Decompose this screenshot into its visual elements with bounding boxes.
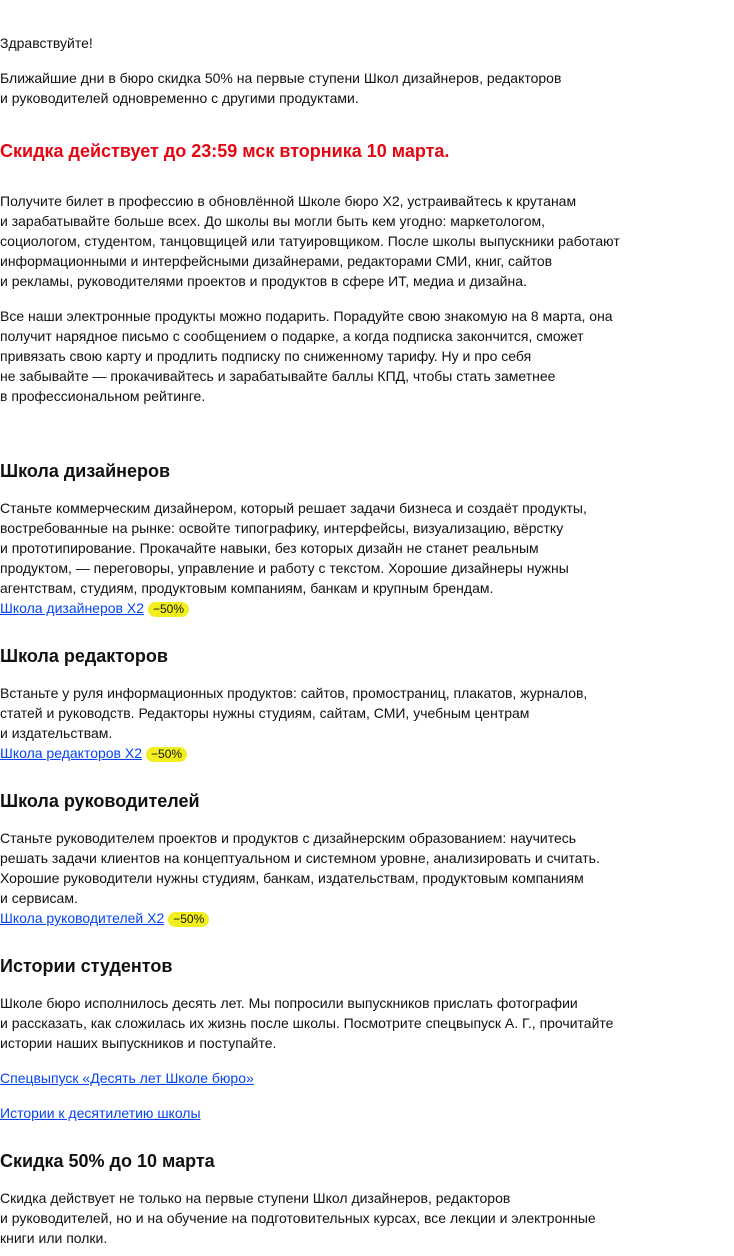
stories-line: и рассказать, как сложилась их жизнь после школы. Посмотрите спецвыпуск А. Г., прочитайте xyxy=(0,1015,614,1031)
greeting xyxy=(0,33,93,53)
managers-line: Станьте руководителем проектов и продуктов с дизайнерским образованием: научитесь xyxy=(0,830,577,846)
editors-paragraph xyxy=(0,683,587,743)
intro-line: Ближайшие дни в бюро скидка 50% на первые ступени Школ дизайнеров, редакторов xyxy=(0,70,562,86)
ticket-paragraph xyxy=(0,191,620,291)
stories-heading: Истории студентов xyxy=(0,956,173,976)
designers-line: востребованные на рынке: освойте типографику, интерфейсы, визуализацию, вёрстку xyxy=(0,520,564,536)
ticket-line: и зарабатывайте больше всех. До школы вы могли быть кем угодно: маркетологом, xyxy=(0,213,546,229)
gift-line: в профессиональном рейтинге. xyxy=(0,388,206,404)
discount-paragraph xyxy=(0,1188,596,1248)
editors-line: Встаньте у руля информационных продуктов: сайтов, промостраниц, плакатов, журналов, xyxy=(0,685,588,701)
discount-badge: −50% xyxy=(148,602,189,617)
stories-line: истории наших выпускников и поступайте. xyxy=(0,1035,277,1051)
gift-line: не забывайте — прокачивайтесь и зарабатывайте баллы КПД, чтобы стать заметнее xyxy=(0,368,556,384)
gift-paragraph xyxy=(0,306,613,406)
discount-line: и руководителей, но и на обучение на подготовительных курсах, все лекции и электронные xyxy=(0,1210,596,1226)
editors-heading: Школа редакторов xyxy=(0,646,168,666)
ticket-line: социологом, студентом, танцовщицей или татуировщиком. После школы выпускники работают xyxy=(0,233,620,249)
gift-line: получит нарядное письмо с сообщением о подарке, а когда подписка закончится, сможет xyxy=(0,328,584,344)
gift-line: привязать свою карту и продлить подписку по сниженному тарифу. Ну и про себя xyxy=(0,348,532,364)
managers-line: и сервисам. xyxy=(0,890,78,906)
managers-line: решать задачи клиентов на концептуальном и системном уровне, анализировать и считать. xyxy=(0,850,600,866)
special-issue-link-row xyxy=(0,1068,254,1088)
discount-badge: −50% xyxy=(168,912,209,927)
editors-line: статей и руководств. Редакторы нужны студиям, сайтам, СМИ, учебным центрам xyxy=(0,705,530,721)
ticket-line: Получите билет в профессию в обновлённой Школе бюро Х2, устраивайтесь к крутанам xyxy=(0,193,577,209)
discount-heading: Скидка 50% до 10 марта xyxy=(0,1151,215,1171)
designers-line: и прототипирование. Прокачайте навыки, без которых дизайн не станет реальным xyxy=(0,540,539,556)
deadline-notice: Скидка действует до 23:59 мск вторника 10 марта. xyxy=(0,141,450,161)
designers-line: агентствам, студиям, продуктовым компаниям, банкам и крупным брендам. xyxy=(0,580,494,596)
stories-line: Школе бюро исполнилось десять лет. Мы попросили выпускников прислать фотографии xyxy=(0,995,578,1011)
ticket-line: и рекламы, руководителями проектов и продуктов в сфере ИТ, медиа и дизайна. xyxy=(0,273,527,289)
gift-line: Все наши электронные продукты можно подарить. Порадуйте свою знакомую на 8 марта, она xyxy=(0,308,613,324)
discount-line: Скидка действует не только на первые ступени Школ дизайнеров, редакторов xyxy=(0,1190,511,1206)
designers-paragraph xyxy=(0,498,587,598)
discount-badge: −50% xyxy=(146,747,187,762)
ticket-line: информационными и интерфейсными дизайнерами, редакторами СМИ, книг, сайтов xyxy=(0,253,553,269)
stories-paragraph xyxy=(0,993,613,1053)
managers-line: Хорошие руководители нужны студиям, банкам, издательствам, продуктовым компаниям xyxy=(0,870,584,886)
managers-paragraph xyxy=(0,828,600,908)
designers-line: продуктом, — переговоры, управление и работу с текстом. Хорошие дизайнеры нужны xyxy=(0,560,569,576)
designers-link-row xyxy=(0,598,189,618)
designers-school-link[interactable]: Школа дизайнеров Х2 xyxy=(0,600,144,616)
anniversary-stories-link-row xyxy=(0,1103,201,1123)
managers-link-row xyxy=(0,908,209,928)
special-issue-link[interactable]: Спецвыпуск «Десять лет Школе бюро» xyxy=(0,1070,254,1086)
managers-school-link[interactable]: Школа руководителей Х2 xyxy=(0,910,165,926)
discount-line: книги или полки. xyxy=(0,1230,108,1246)
designers-heading: Школа дизайнеров xyxy=(0,461,171,481)
intro-paragraph xyxy=(0,68,561,108)
editors-link-row xyxy=(0,743,187,763)
designers-line: Станьте коммерческим дизайнером, который решает задачи бизнеса и создаёт продукты, xyxy=(0,500,587,516)
intro-line: и руководителей одновременно с другими продуктами. xyxy=(0,90,359,106)
managers-heading: Школа руководителей xyxy=(0,791,200,811)
greeting-text: Здравствуйте! xyxy=(0,35,93,51)
anniversary-stories-link[interactable]: Истории к десятилетию школы xyxy=(0,1105,201,1121)
editors-line: и издательствам. xyxy=(0,725,113,741)
editors-school-link[interactable]: Школа редакторов Х2 xyxy=(0,745,143,761)
